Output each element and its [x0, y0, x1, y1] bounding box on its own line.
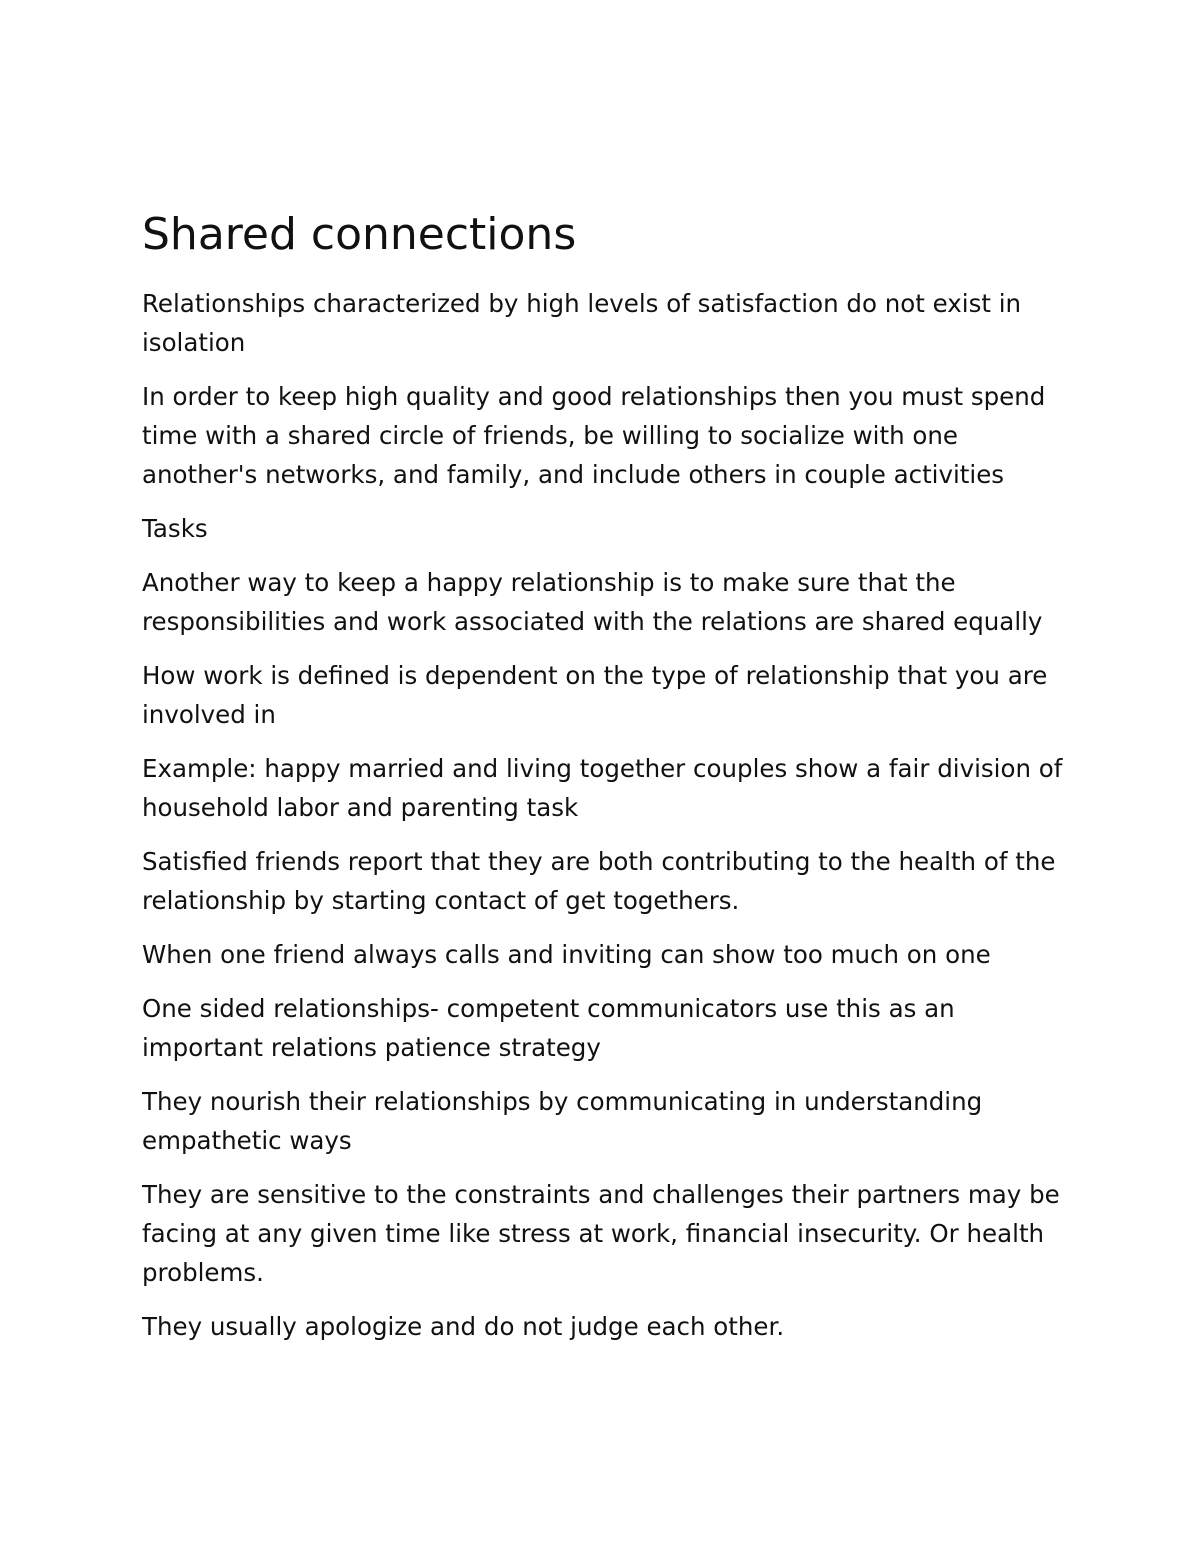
paragraph-isolation: Relationships characterized by high levels of satisfaction do not exist in isolation — [142, 289, 1022, 357]
paragraph-example-couples: Example: happy married and living together couples show a fair division of household labor and parenting task — [142, 754, 1063, 822]
paragraph-nourish: They nourish their relationships by communicating in understanding empathetic ways — [142, 1087, 983, 1155]
paragraph-one-sided: One sided relationships- competent communicators use this as an important relations patience strategy — [142, 994, 955, 1062]
paragraph-satisfied-friends: Satisfied friends report that they are both contributing to the health of the relationship by starting contact of get togethers. — [142, 847, 1056, 915]
paragraph-work-definition: How work is defined is dependent on the type of relationship that you are involved in — [142, 661, 1048, 729]
paragraph-apologize: They usually apologize and do not judge each other. — [142, 1312, 785, 1341]
paragraph-shared-circle: In order to keep high quality and good relationships then you must spend time with a shared circle of friends, be willing to socialize with one another's networks, and family, and include others in couple activities — [142, 382, 1046, 489]
page-title: Shared connections — [142, 209, 577, 260]
paragraph-sensitive: They are sensitive to the constraints and challenges their partners may be facing at any given time like stress at work, financial insecurity. Or health problems. — [142, 1180, 1060, 1287]
paragraph-shared-responsibilities: Another way to keep a happy relationship is to make sure that the responsibilities and work associated with the relations are shared equally — [142, 568, 1043, 636]
section-heading-tasks: Tasks — [142, 514, 208, 543]
paragraph-one-friend-calls: When one friend always calls and inviting can show too much on one — [142, 940, 991, 969]
document-body — [142, 206, 1072, 1361]
